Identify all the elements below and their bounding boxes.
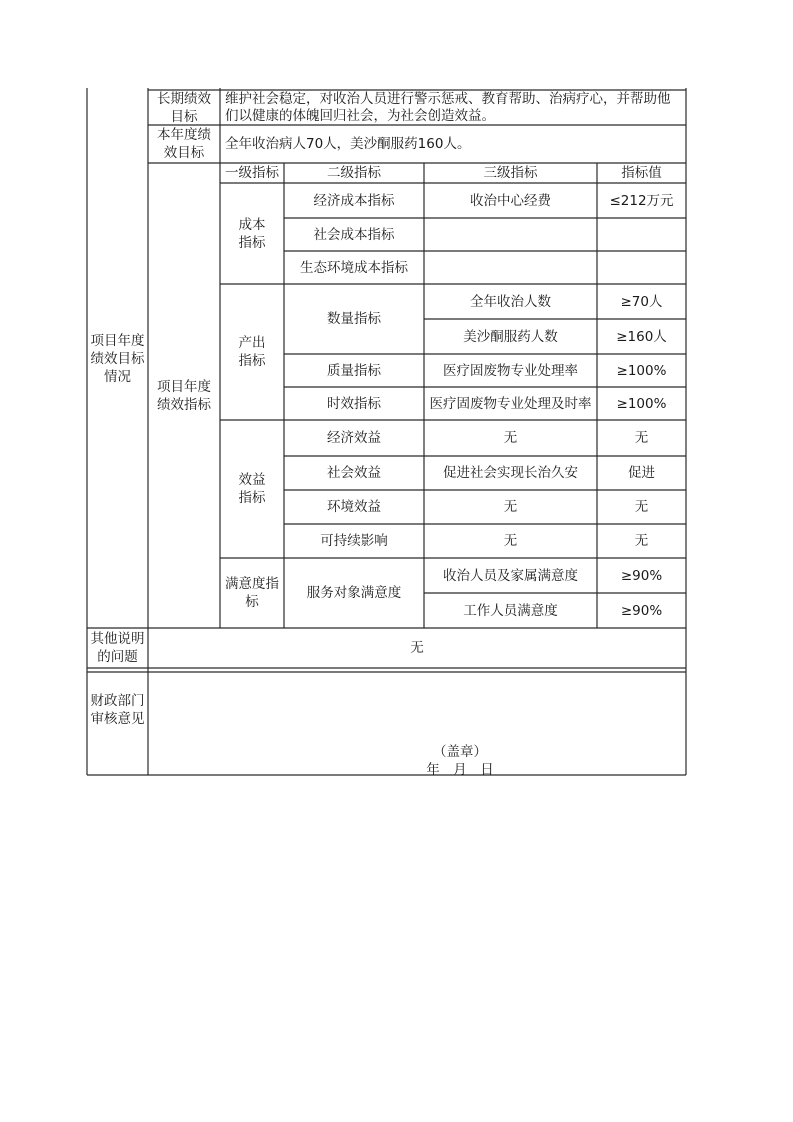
social-cost-level2: 社会成本指标 (313, 226, 395, 243)
sustain-level3: 无 (503, 533, 518, 549)
env-benefit-value: 无 (634, 499, 649, 515)
other-notes-label: 其他说明 的问题 (90, 631, 145, 665)
satisfaction-indicator-label: 满意度指 标 (225, 576, 279, 610)
social-benefit-level2: 社会效益 (327, 465, 381, 481)
quality-level2: 质量指标 (327, 362, 381, 379)
header-level1: 一级指标 (225, 165, 279, 181)
annual-goal-label: 本年度绩 效目标 (157, 127, 211, 161)
env-benefit-level3: 无 (503, 499, 518, 515)
econ-benefit-level3: 无 (503, 430, 518, 446)
sustain-level2: 可持续影响 (320, 533, 388, 549)
econ-benefit-level2: 经济效益 (327, 430, 381, 446)
cost-level3: 收治中心经费 (470, 192, 551, 209)
sustain-value: 无 (634, 533, 649, 549)
long-term-goal-text: 维护社会稳定，对收治人员进行警示惩戒、教育帮助、治病疗心，并帮助他们以健康的体魄回归社会，为社会创造效益。 (225, 91, 671, 124)
social-benefit-value: 促进 (628, 465, 655, 481)
satisfaction-level2: 服务对象满意度 (306, 585, 402, 601)
quantity-level3-1: 全年收治人数 (470, 293, 551, 310)
seal-text: （盖章） (433, 744, 487, 760)
econ-benefit-value: 无 (634, 430, 649, 446)
quantity-level3-2: 美沙酮服药人数 (463, 328, 558, 345)
satisfaction-value-2: ≥90% (620, 602, 663, 619)
header-value: 指标值 (621, 165, 662, 181)
timeliness-level3: 医疗固废物专业处理及时率 (429, 395, 592, 412)
timeliness-level2: 时效指标 (327, 395, 381, 412)
section-label: 项目年度 绩效目标 情况 (90, 333, 145, 385)
quantity-value-1: ≥70人 (620, 293, 663, 310)
env-benefit-level2: 环境效益 (327, 499, 381, 515)
annual-goal-text: 全年收治病人70人，美沙酮服药160人。 (225, 136, 471, 152)
output-indicator-label: 产出 指标 (238, 335, 266, 369)
header-level2: 二级指标 (327, 165, 381, 181)
date-text: 年 月 日 (426, 762, 494, 778)
header-level3: 三级指标 (483, 165, 538, 181)
satisfaction-level3-2: 工作人员满意度 (463, 602, 558, 619)
satisfaction-level3-1: 收治人员及家属满意度 (443, 567, 578, 584)
satisfaction-value-1: ≥90% (620, 567, 663, 584)
benefit-indicator-label: 效益 指标 (238, 472, 266, 506)
quality-level3: 医疗固废物专业处理率 (443, 362, 578, 379)
cost-value: ≤212万元 (609, 192, 674, 209)
eco-cost-level2: 生态环境成本指标 (300, 259, 408, 276)
social-benefit-level3: 促进社会实现长治久安 (443, 465, 578, 481)
other-notes-value: 无 (410, 640, 424, 656)
indicator-label: 项目年度 绩效指标 (157, 378, 211, 413)
cost-level2: 经济成本指标 (313, 192, 395, 209)
long-term-goal-label: 长期绩效 目标 (157, 90, 211, 125)
finance-review-label: 财政部门 审核意见 (90, 693, 145, 727)
quantity-indicator-label: 数量指标 (327, 311, 381, 327)
timeliness-value: ≥100% (616, 395, 667, 412)
cost-indicator-label: 成本 指标 (238, 216, 266, 251)
quantity-value-2: ≥160人 (616, 328, 667, 345)
quality-value: ≥100% (616, 362, 667, 379)
